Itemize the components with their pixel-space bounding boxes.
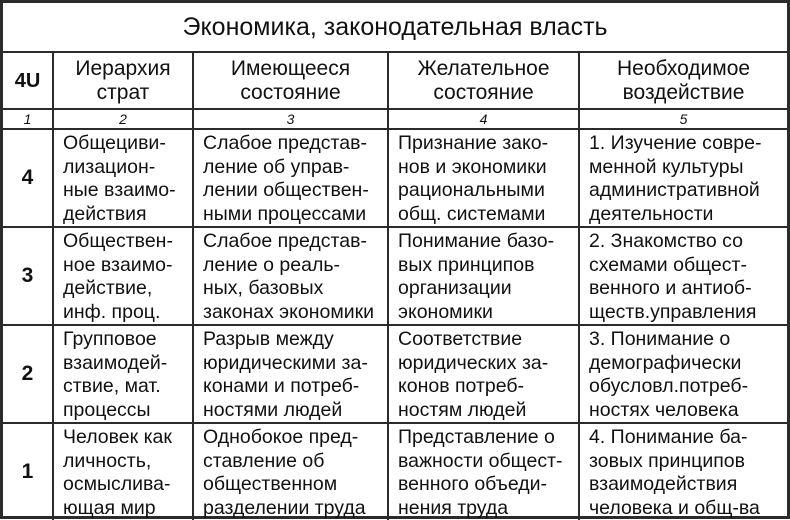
cell-line: Общециви- (63, 132, 192, 156)
cell-line: взаимодействия (589, 473, 787, 497)
cell-line: Слабое представ- (203, 230, 387, 254)
header-strata-line: страт (54, 81, 192, 105)
row-level: 2 (3, 325, 53, 423)
cell-line: общественном (203, 473, 387, 497)
current-state-cell (193, 325, 388, 423)
cell-line: Признание зако- (398, 132, 578, 156)
cell-line: ностями людей (203, 399, 387, 423)
cell-line: конов потреб- (398, 375, 578, 399)
cell-line: ставление об (203, 450, 387, 474)
cell-line: схемами общест- (589, 254, 787, 278)
cell-line: ностях человека (589, 399, 787, 423)
cell-line: 2. Знакомство со (589, 230, 787, 254)
cell-line: вых принципов (398, 254, 578, 278)
title-row (3, 3, 787, 52)
cell-line: взаимодей- (63, 352, 192, 376)
cell-line: ными процессами (203, 203, 387, 227)
cell-line: юридическими за- (203, 352, 387, 376)
cell-line: Представление о (398, 426, 578, 450)
column-index: 3 (193, 109, 388, 129)
cell-line: организации (398, 277, 578, 301)
cell-line: Однобокое пред- (203, 426, 387, 450)
required-action-cell (579, 227, 787, 325)
cell-line: ные взаимо- (63, 179, 192, 203)
header-strata (53, 52, 193, 109)
cell-line: лении обществен- (203, 179, 387, 203)
cell-line: Человек как (63, 426, 192, 450)
row-level: 4 (3, 129, 53, 227)
cell-line: экономики (398, 301, 578, 325)
cell-line: лизацион- (63, 156, 192, 180)
current-state-cell (193, 423, 388, 520)
header-action-line: воздействие (580, 81, 787, 105)
cell-line: 3. Понимание о (589, 328, 787, 352)
cell-line: важности общест- (398, 450, 578, 474)
cell-line: разделении труда (203, 497, 387, 520)
strata-cell (53, 129, 193, 227)
cell-line: менной культуры (589, 156, 787, 180)
cell-line: личность, (63, 450, 192, 474)
column-index: 1 (3, 109, 53, 129)
cell-line: инф. проц. (63, 301, 192, 325)
header-current-line: Имеющееся (194, 57, 387, 81)
table-row (3, 423, 787, 520)
desired-state-cell (388, 423, 579, 520)
cell-line: ное взаимо- (63, 254, 192, 278)
header-row (3, 52, 787, 109)
cell-line: ление об управ- (203, 156, 387, 180)
cell-line: Обществен- (63, 230, 192, 254)
cell-line: 1. Изучение совре- (589, 132, 787, 156)
header-required-action (579, 52, 787, 109)
table-row (3, 129, 787, 227)
desired-state-cell (388, 129, 579, 227)
column-index: 2 (53, 109, 193, 129)
cell-line: нения труда (398, 497, 578, 520)
cell-line: Слабое представ- (203, 132, 387, 156)
current-state-cell (193, 129, 388, 227)
row-level: 3 (3, 227, 53, 325)
cell-line: ностям людей (398, 399, 578, 423)
cell-line: Разрыв между (203, 328, 387, 352)
column-index: 4 (388, 109, 579, 129)
desired-state-cell (388, 227, 579, 325)
cell-line: юридических за- (398, 352, 578, 376)
required-action-cell (579, 423, 787, 520)
cell-line: рациональными (398, 179, 578, 203)
cell-line: Групповое (63, 328, 192, 352)
cell-line: демографически (589, 352, 787, 376)
cell-line: ление о реаль- (203, 254, 387, 278)
cell-line: процессы (63, 399, 192, 423)
header-desired-line: Желательное (389, 57, 578, 81)
header-strata-line: Иерархия (54, 57, 192, 81)
cell-line: нов и экономики (398, 156, 578, 180)
cell-line: действия (63, 203, 192, 227)
cell-line: административной (589, 179, 787, 203)
cell-line: общ. системами (398, 203, 578, 227)
desired-state-cell (388, 325, 579, 423)
cell-line: ных, базовых (203, 277, 387, 301)
required-action-cell (579, 129, 787, 227)
cell-line: венного объеди- (398, 473, 578, 497)
header-current-line: состояние (194, 81, 387, 105)
table-title: Экономика, законодательная власть (3, 3, 787, 52)
header-level: 4U (3, 52, 53, 109)
cell-line: ствие, мат. (63, 375, 192, 399)
cell-line: 4. Понимание ба- (589, 426, 787, 450)
cell-line: конами и потреб- (203, 375, 387, 399)
cell-line: Соответствие (398, 328, 578, 352)
strata-cell (53, 227, 193, 325)
header-action-line: Необходимое (580, 57, 787, 81)
current-state-cell (193, 227, 388, 325)
cell-line: ющая мир (63, 497, 192, 520)
header-desired-state (388, 52, 579, 109)
economy-legislative-table (3, 3, 787, 520)
cell-line: действие, (63, 277, 192, 301)
cell-line: зовых принципов (589, 450, 787, 474)
column-index: 5 (579, 109, 787, 129)
cell-line: законах экономики (203, 301, 387, 325)
table-row (3, 325, 787, 423)
cell-line: ществ.управления (589, 301, 787, 325)
header-desired-line: состояние (389, 81, 578, 105)
table-row (3, 227, 787, 325)
strata-cell (53, 325, 193, 423)
cell-line: человека и общ-ва (589, 497, 787, 520)
required-action-cell (579, 325, 787, 423)
row-level: 1 (3, 423, 53, 520)
cell-line: осмыслива- (63, 473, 192, 497)
cell-line: Понимание базо- (398, 230, 578, 254)
cell-line: венного и антиоб- (589, 277, 787, 301)
strata-cell (53, 423, 193, 520)
cell-line: деятельности (589, 203, 787, 227)
cell-line: обусловл.потреб- (589, 375, 787, 399)
column-index-row (3, 109, 787, 129)
header-current-state (193, 52, 388, 109)
